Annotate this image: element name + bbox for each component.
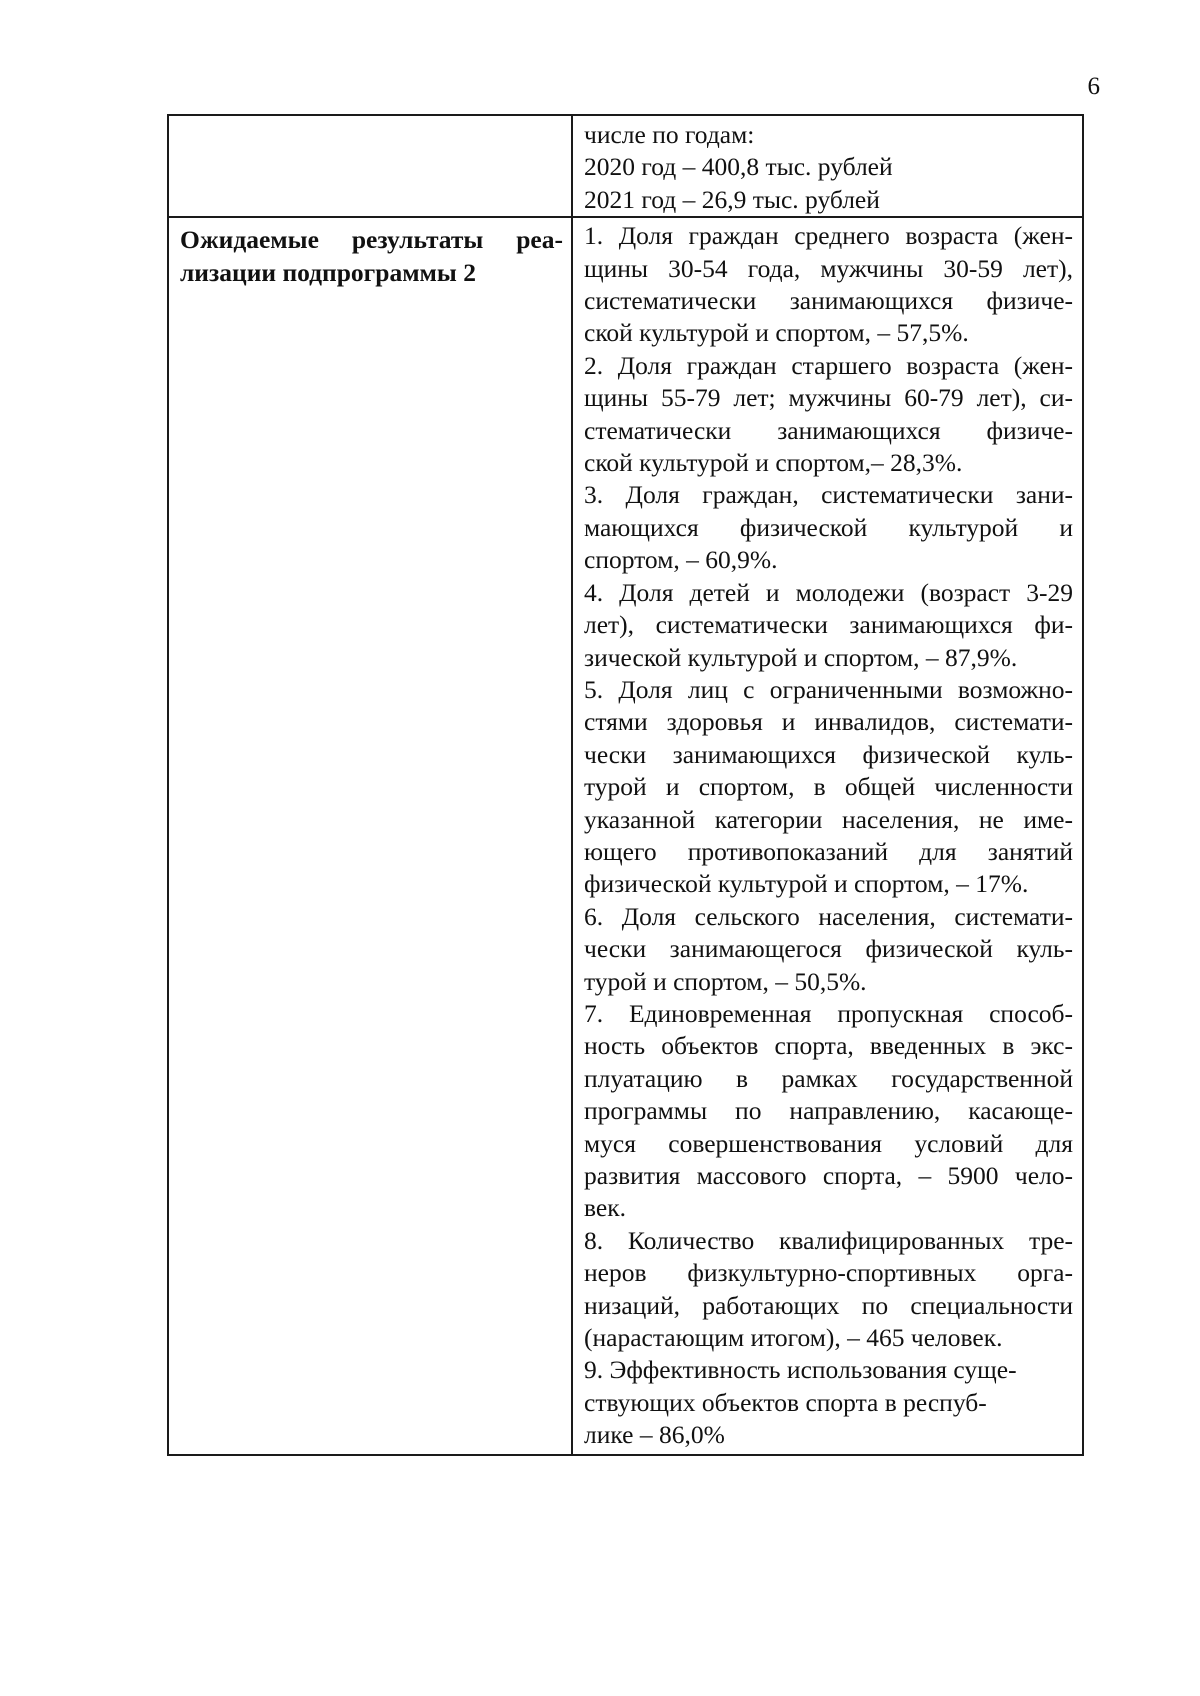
results-line: щины 30-54 года, мужчины 30-59 лет), [584, 253, 1073, 283]
results-line: 7. Единовременная пропускная способ- [584, 998, 1073, 1028]
funding-line-2020: 2020 год – 400,8 тыс. рублей [584, 152, 893, 182]
results-line: (нарастающим итогом), – 465 человек. [584, 1323, 1003, 1353]
table-row-results [168, 217, 1083, 1455]
results-line: лике – 86,0% [584, 1420, 725, 1450]
results-line: 8. Количество квалифицированных тре- [584, 1225, 1073, 1255]
page-number: 6 [1087, 73, 1100, 100]
table-row-funding [168, 115, 1083, 217]
results-line: 3. Доля граждан, систематически зани- [584, 480, 1073, 510]
passport-table [167, 114, 1084, 1456]
funding-label-cell [168, 115, 572, 217]
results-line: лет), систематически занимающихся фи- [584, 610, 1073, 640]
results-line: ность объектов спорта, введенных в экс- [584, 1031, 1073, 1061]
results-line: век. [584, 1193, 626, 1223]
results-line: спортом, – 60,9%. [584, 545, 778, 575]
results-line: турой и спортом, – 50,5%. [584, 966, 867, 996]
results-line: чески занимающегося физической куль- [584, 934, 1073, 964]
funding-value-cell [572, 115, 1083, 217]
results-line: турой и спортом, в общей численности [584, 772, 1073, 802]
results-line: стематически занимающихся физиче- [584, 415, 1073, 445]
results-line: 1. Доля граждан среднего возраста (жен- [584, 221, 1073, 251]
results-line: систематически занимающихся физиче- [584, 286, 1073, 316]
results-line: программы по направлению, касающе- [584, 1096, 1073, 1126]
results-line: ствующих объектов спорта в респуб- [584, 1387, 987, 1417]
results-line: 4. Доля детей и молодежи (возраст 3-29 [584, 577, 1073, 607]
results-line: развития массового спорта, – 5900 чело- [584, 1161, 1073, 1190]
results-line: 6. Доля сельского населения, системати- [584, 901, 1073, 931]
results-line: 5. Доля лиц с ограниченными возможно- [584, 674, 1073, 704]
results-label-line: Ожидаемые результаты реа- [180, 225, 563, 255]
results-value-cell [572, 217, 1083, 1455]
results-label-cell [168, 217, 572, 1455]
results-line: низаций, работающих по специальности [584, 1290, 1073, 1320]
results-line: чески занимающихся физической куль- [584, 739, 1073, 769]
results-line: стями здоровья и инвалидов, системати- [584, 707, 1073, 737]
results-line: зической культурой и спортом, – 87,9%. [584, 642, 1018, 672]
funding-line: числе по годам: [584, 120, 755, 149]
results-line: 9. Эффективность использования суще- [584, 1355, 1017, 1385]
results-line: ющего противопоказаний для занятий [584, 836, 1073, 866]
results-line: ской культурой и спортом,– 28,3%. [584, 448, 963, 478]
results-line: указанной категории населения, не име- [584, 804, 1073, 834]
results-line: неров физкультурно-спортивных орга- [584, 1258, 1073, 1288]
results-line: мающихся физической культурой и [584, 512, 1073, 542]
results-line: физической культурой и спортом, – 17%. [584, 869, 1029, 899]
results-line: ской культурой и спортом, – 57,5%. [584, 318, 969, 348]
funding-line-2021: 2021 год – 26,9 тыс. рублей [584, 184, 880, 214]
results-line: муся совершенствования условий для [584, 1128, 1073, 1158]
results-list [584, 220, 1073, 1451]
results-line: щины 55-79 лет; мужчины 60-79 лет), си- [584, 383, 1073, 413]
results-label-line: лизации подпрограммы 2 [180, 257, 476, 287]
results-line: 2. Доля граждан старшего возраста (жен- [584, 350, 1073, 380]
results-line: плуатацию в рамках государственной [584, 1063, 1073, 1093]
